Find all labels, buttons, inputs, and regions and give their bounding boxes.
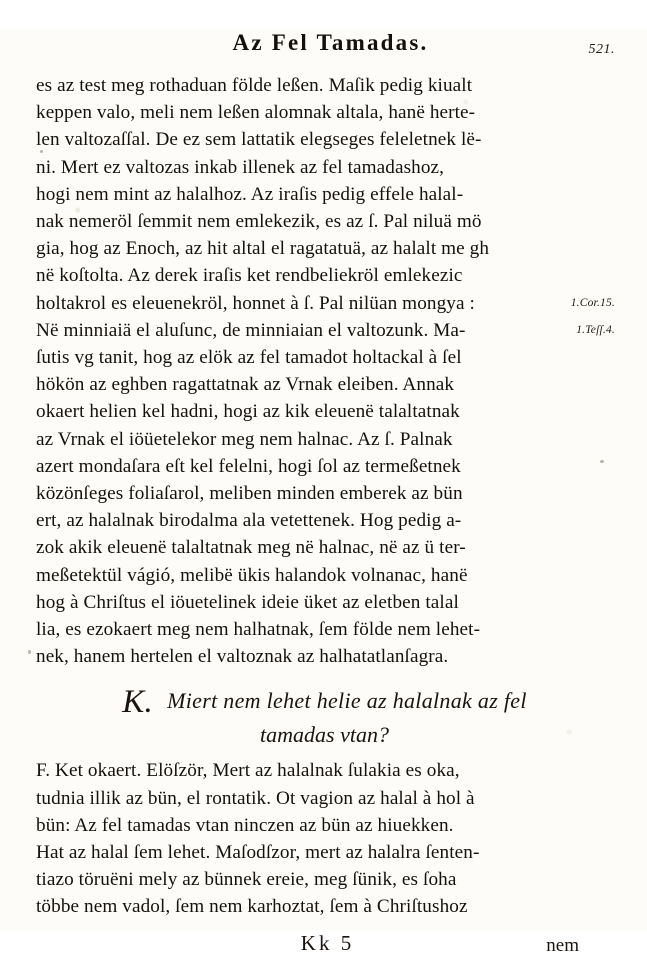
text-line: gia, hog az Enoch, az hit altal el ragatatuä, az halalt me gh	[36, 238, 490, 260]
text-line: bün: Az fel tamadas vtan ninczen az bün az hiuekken.	[36, 814, 454, 836]
catchword: nem	[546, 934, 579, 956]
margin-note: 1.Cor.15.	[570, 296, 615, 309]
text-line: ert, az halalnak birodalma ala vetettenek. Hog pedig a-	[36, 510, 462, 532]
text-line: len valtozaſſal. De ez sem lattatik elegseges feleletnek lë-	[36, 129, 482, 151]
body-text	[0, 66, 647, 965]
page-footer	[36, 931, 613, 965]
running-title: Az Fel Tamadas.	[232, 30, 429, 55]
page-header	[0, 30, 647, 66]
text-line-with-margin-note	[36, 290, 613, 317]
text-line: többe nem vadol, ſem nem karhoztat, ſem à Chriſtushoz	[36, 896, 468, 918]
margin-note: 1.Teſſ.4.	[576, 323, 615, 336]
question-text-1: Miert nem lehet helie az halalnak az fel	[167, 688, 527, 714]
text-line: hökön az eghben ragattatnak az Vrnak eleiben. Annak	[36, 374, 455, 396]
text-line: ni. Mert ez valtozas inkab illenek az fel tamadashoz,	[36, 156, 445, 178]
text-line: në koſtolta. Az derek iraſis ket rendbeliekröl emlekezic	[36, 265, 463, 287]
text-line: keppen valo, meli nem leßen alomnak altala, hanë herte-	[36, 102, 476, 124]
text-line: hog à Chriſtus el iöuetelinek ideie üket az eletben talal	[36, 591, 459, 613]
text-line: azert mondaſara eſt kel felelni, hogi ſol az termeßetnek	[36, 455, 461, 477]
text-line: ſutis vg tanit, hog az elök az fel tamadot holtackal à ſel	[36, 347, 462, 369]
text-line: meßetektül vágió, melibë ükis halandok volnanac, hanë	[36, 564, 468, 586]
text-line: okaert helien kel hadni, hogi az kik eleuenë talaltatnak	[36, 401, 460, 423]
signature-mark: Kk 5	[300, 930, 355, 955]
text-line: nek, hanem hertelen el valtoznak az halhatatlanſagra.	[36, 646, 449, 668]
text-line: holtakrol es eleuenekröl, honnet à ſ. Pal nilüan mongya :	[36, 292, 475, 314]
text-line: F. Ket okaert. Elöſzör, Mert az halalnak ſulakia es oka,	[36, 760, 460, 782]
text-line: Në minniaiä el aluſunc, de minniaian el valtozunk. Ma-	[36, 319, 466, 341]
text-line: nak nemeröl ſemmit nem emlekezik, es az ſ. Pal niluä mö	[36, 211, 482, 233]
answer-block	[36, 757, 613, 920]
text-line: tudnia illik az bün, el rontatik. Ot vagion az halal à hol à	[36, 787, 475, 809]
text-line: es az test meg rothaduan földe leßen. Maſik pedig kiualt	[36, 75, 473, 96]
text-line: lia, es ezokaert meg nem halhatnak, ſem földe nem lehet-	[36, 619, 481, 641]
text-line: zok akik eleuenë talaltatnak meg në halnac, në az ü ter-	[36, 537, 466, 559]
text-line: tiazo töruëni mely az bünnek ereie, meg ſünik, es ſoha	[36, 869, 457, 891]
question-line-1	[36, 684, 613, 721]
question-block	[36, 684, 613, 748]
folio-number: 521.	[588, 42, 615, 57]
question-marker: K.	[122, 684, 154, 721]
text-line-with-margin-note	[36, 317, 613, 344]
text-line: közönſeges foliaſarol, meliben minden emberek az bün	[36, 483, 463, 505]
document-page	[0, 30, 647, 956]
text-line: az Vrnak el iöüetelekor meg nem halnac. Az ſ. Palnak	[36, 428, 453, 450]
text-line: Hat az halal ſem lehet. Maſodſzor, mert az halalra ſenten-	[36, 842, 480, 864]
question-line-2: tamadas vtan?	[260, 722, 389, 748]
text-line: hogi nem mint az halalhoz. Az iraſis pedig effele halal-	[36, 183, 464, 205]
